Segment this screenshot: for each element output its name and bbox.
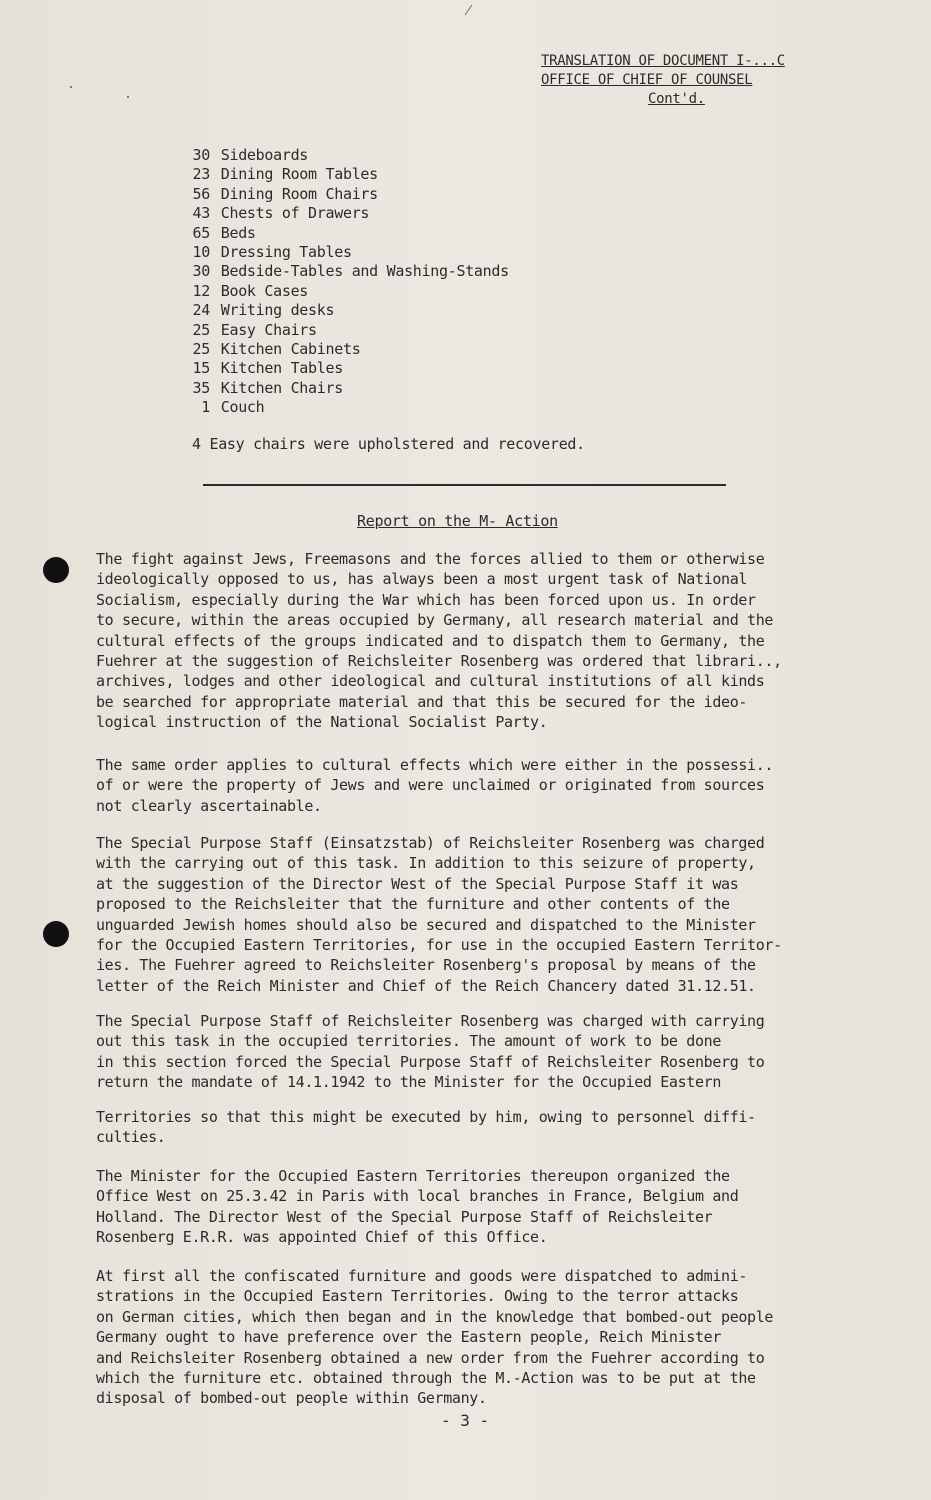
item-quantity: 10 [192,243,210,262]
section-divider [203,484,726,486]
list-item [184,321,509,340]
paragraph: Territories so that this might be executed by him, owing to personnel diffi- culties. [96,1108,756,1147]
punch-hole [43,557,69,583]
item-label: Dressing Tables [220,243,352,262]
list-item [184,340,509,359]
page-number: - 3 - [441,1411,490,1430]
item-quantity: 25 [192,340,210,359]
header-contd-line: Cont'd. [648,91,705,107]
item-quantity: 30 [192,146,210,164]
speck-mark [70,86,72,88]
list-item [184,282,509,301]
speck-mark [127,96,129,98]
list-item [184,243,509,262]
item-quantity: 30 [192,262,210,281]
upholstery-note: 4 Easy chairs were upholstered and recovered. [192,435,585,453]
list-item [184,398,509,417]
list-item [184,301,509,320]
punch-hole [43,921,69,947]
item-quantity: 43 [192,204,210,223]
item-quantity: 25 [192,320,210,339]
item-label: Chests of Drawers [220,204,370,223]
item-label: Bedside-Tables and Washing-Stands [220,262,509,281]
list-item [184,262,509,281]
list-item [184,204,509,223]
item-quantity: 23 [192,165,210,184]
pen-mark [465,5,473,15]
item-label: Kitchen Cabinets [220,340,361,359]
item-quantity: 35 [192,378,210,397]
item-quantity: 24 [192,301,210,320]
list-item [184,359,509,378]
header-translation-line: TRANSLATION OF DOCUMENT I-...C [541,53,785,69]
item-label: Kitchen Chairs [220,378,343,397]
item-quantity: 12 [192,281,210,300]
paragraph: The same order applies to cultural effects which were either in the possessi.. of or were the property of Jews and were unclaimed or originated from sources not clearly ascertainable. [96,756,774,815]
item-label: Kitchen Tables [220,359,343,378]
list-item [184,185,509,204]
list-item [184,146,509,165]
list-item [184,379,509,398]
item-label: Beds [220,223,256,242]
item-quantity: 15 [192,359,210,378]
section-title: Report on the M- Action [357,512,558,530]
item-label: Easy Chairs [220,320,317,339]
item-quantity: 56 [192,184,210,203]
item-label: Book Cases [220,281,309,300]
item-quantity: 65 [192,223,210,242]
furniture-inventory-list [184,146,509,418]
item-quantity: 1 [201,398,210,417]
item-label: Dining Room Chairs [220,184,378,203]
item-label: Couch [220,398,265,417]
paragraph: The fight against Jews, Freemasons and the forces allied to them or otherwise ideologically opposed to us, has always been a most urgent task of National Socialism, especially during the War which has been forced upon us. In order to secure, within the areas occupied by Germany, all research material and the cultural effects of the groups indicated and to dispatch them to Germany, the Fuehrer at the suggestion of Reichsleiter Rosenberg was ordered that librari.., archives, lodges and other ideological and cultural institutions of all kinds be searched for appropriate material and that this be secured for the ideo- logical instruction of the National Socialist Party. [96,550,782,732]
paragraph: The Special Purpose Staff (Einsatzstab) of Reichsleiter Rosenberg was charged with the carrying out of this task. In addition to this seizure of property, at the suggestion of the Director West of the Special Purpose Staff it was proposed to the Reichsleiter that the furniture and other contents of the unguarded Jewish homes should also be secured and dispatched to the Minister for the Occupied Eastern Territories, for use in the occupied Eastern Territor- ies. The Fuehrer agreed to Reichsleiter Rosenberg's proposal by means of the letter of the Reich Minister and Chief of the Reich Chancery dated 31.12.51. [96,834,782,995]
list-item [184,224,509,243]
header-office-line: OFFICE OF CHIEF OF COUNSEL [541,72,753,88]
item-label: Dining Room Tables [220,165,378,184]
paragraph: The Minister for the Occupied Eastern Territories thereupon organized the Office West on 25.3.42 in Paris with local branches in France, Belgium and Holland. The Director West of the Special Purpose Staff of Reichsleiter Rosenberg E.R.R. was appointed Chief of this Office. [96,1167,739,1247]
item-label: Writing desks [220,301,335,320]
paragraph: The Special Purpose Staff of Reichsleiter Rosenberg was charged with carrying out this task in the occupied territories. The amount of work to be done in this section forced the Special Purpose Staff of Reichsleiter Rosenberg to return the mandate of 14.1.1942 to the Minister for the Occupied Eastern [96,1012,765,1092]
paragraph: At first all the confiscated furniture and goods were dispatched to admini- strations in the Occupied Eastern Territories. Owing to the terror attacks on German cities, which then began and in the knowledge that bombed-out people Germany ought to have preference over the Eastern people, Reich Minister and Reichsleiter Rosenberg obtained a new order from the Fuehrer according to which the furniture etc. obtained through the M.-Action was to be put at the disposal of bombed-out people within Germany. [96,1267,774,1408]
document-header [541,52,785,109]
item-label: Sideboards [220,146,309,164]
list-item [184,165,509,184]
